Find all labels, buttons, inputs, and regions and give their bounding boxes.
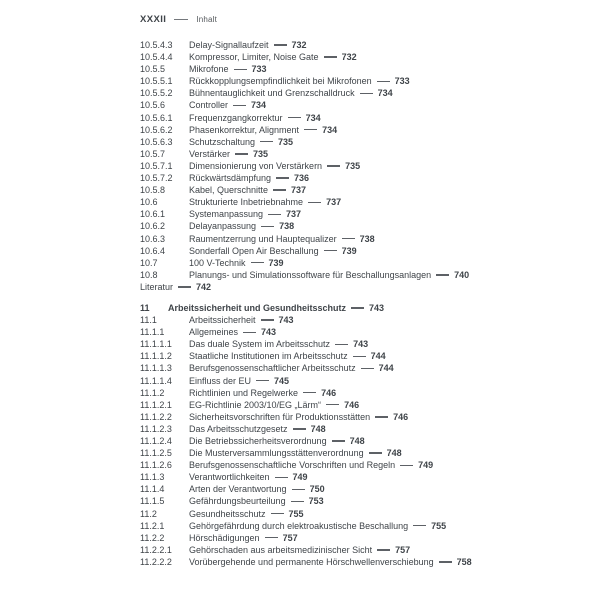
dash-leader [291, 501, 304, 502]
entry-page-number: 744 [378, 363, 394, 374]
toc-entry [140, 63, 472, 75]
entry-title: EG-Richtlinie 2003/10/EG „Lärm“ [189, 399, 322, 410]
toc-entry [140, 459, 472, 471]
entry-page-number: 757 [395, 544, 411, 555]
entry-number: 10.6 [140, 197, 158, 208]
entry-number: 10.5.5.2 [140, 88, 173, 99]
entry-page-number: 753 [308, 496, 324, 507]
toc-group [140, 302, 472, 568]
entry-number: 11.1.1.2 [140, 351, 172, 362]
toc-entry [140, 338, 472, 350]
dash-leader [274, 44, 287, 45]
entry-number: 11.1.1.3 [140, 363, 172, 374]
entry-number: 10.5.4.4 [140, 52, 173, 63]
entry-page-number: 739 [341, 245, 357, 256]
dash-leader [233, 105, 246, 106]
entry-page-number: 746 [393, 411, 409, 422]
entry-title: Die Musterversammlungsstättenverordnung [189, 448, 364, 459]
dash-leader [351, 307, 364, 308]
entry-number: 11.1.2.2 [140, 411, 172, 422]
dash-leader [324, 250, 337, 251]
dash-leader [178, 286, 191, 287]
dash-leader [324, 56, 337, 57]
toc-entry [140, 220, 472, 232]
entry-page-number: 743 [278, 315, 294, 326]
entry-title: Rückwärtsdämpfung [189, 173, 272, 184]
entry-number: 10.5.5 [140, 64, 166, 75]
toc-entry [140, 148, 472, 160]
entry-page-number: 739 [268, 257, 284, 268]
dash-leader [288, 117, 301, 118]
entry-number: 11.1.2.4 [140, 436, 172, 446]
entry-title: Gefährdungsbeurteilung [189, 496, 286, 507]
dash-leader [308, 202, 321, 203]
entry-number: 11 [140, 302, 150, 313]
dash-leader [261, 226, 274, 227]
folio-page-number: XXXII [140, 14, 167, 25]
entry-page-number: 734 [251, 100, 267, 111]
dash-leader [243, 332, 256, 333]
toc-entry [140, 196, 472, 208]
entry-title: Strukturierte Inbetriebnahme [189, 197, 304, 208]
entry-page-number: 745 [274, 375, 290, 386]
toc-entry [140, 281, 472, 293]
entry-page-number: 732 [291, 40, 307, 50]
toc-entry [140, 87, 472, 99]
entry-page-number: 737 [291, 185, 307, 196]
entry-page-number: 749 [292, 472, 308, 483]
entry-title: Das Arbeitsschutzgesetz [189, 423, 288, 434]
entry-page-number: 738 [279, 221, 295, 232]
entry-title: Arten der Verantwortung [189, 484, 287, 495]
toc-entry [140, 387, 472, 399]
entry-page-number: 738 [359, 233, 375, 244]
entry-page-number: 737 [326, 197, 342, 208]
entry-title: 100 V-Technik [189, 257, 246, 268]
dash-leader [292, 489, 305, 490]
entry-number: 10.5.6 [140, 100, 166, 111]
entry-title: Berufsgenossenschaftlicher Arbeitsschutz [189, 363, 356, 374]
entry-page-number: 733 [394, 76, 410, 87]
running-head [140, 14, 217, 25]
entry-title: Kompressor, Limiter, Noise Gate [189, 52, 319, 63]
entry-number: 10.6.3 [140, 233, 166, 244]
entry-number: 10.7 [140, 257, 158, 268]
entry-number: 10.5.7.2 [140, 173, 173, 184]
dash-leader [369, 452, 382, 453]
entry-title: Schutzschaltung [189, 136, 256, 147]
entry-page-number: 737 [286, 209, 302, 220]
entry-page-number: 748 [349, 436, 365, 446]
dash-leader [413, 525, 426, 526]
entry-title: Systemanpassung [189, 209, 264, 220]
dash-leader [303, 392, 316, 393]
toc-entry [140, 471, 472, 483]
toc-entry [140, 375, 472, 387]
entry-title: Delay-Signallaufzeit [189, 40, 269, 50]
entry-title: Controller [189, 100, 229, 111]
toc-entry [140, 411, 472, 423]
entry-number: 10.5.8 [140, 185, 166, 196]
toc-entry [140, 350, 472, 362]
entry-number: 11.1.5 [140, 496, 165, 507]
entry-number: 11.1.1 [140, 327, 165, 338]
entry-title: Bühnentauglichkeit und Grenzschalldruck [189, 88, 355, 99]
dash-leader [353, 356, 366, 357]
toc-entry [140, 508, 472, 520]
entry-title: Allgemeines [189, 327, 239, 338]
entry-page-number: 740 [454, 269, 470, 280]
dash-leader [332, 440, 345, 441]
toc-entry [140, 136, 472, 148]
entry-number: 11.1.3 [140, 472, 165, 483]
dash-leader [273, 189, 286, 190]
entry-title: Gesundheitsschutz [189, 508, 266, 519]
entry-title: Gehörgefährdung durch elektroakustische Beschallung [189, 520, 409, 531]
entry-number: 10.6.1 [140, 209, 166, 220]
entry-title: Das duale System im Arbeitsschutz [189, 339, 331, 350]
toc-entry [140, 245, 472, 257]
dash-leader [439, 561, 452, 562]
entry-number: 11.1.1.4 [140, 375, 172, 386]
entry-page-number: 735 [345, 160, 361, 171]
entry-title: Mikrofone [189, 64, 229, 75]
entry-page-number: 743 [353, 339, 369, 350]
entry-page-number: 743 [369, 302, 385, 313]
entry-page-number: 758 [456, 556, 472, 567]
dash-leader [251, 262, 264, 263]
toc-entry [140, 520, 472, 532]
dash-leader [361, 368, 374, 369]
dash-leader [335, 344, 348, 345]
dash-leader [261, 319, 274, 320]
entry-number: 11.1.2.1 [140, 399, 172, 410]
entry-title: Vorübergehende und permanente Hörschwellenverschiebung [189, 556, 434, 567]
entry-title: Arbeitssicherheit [189, 315, 256, 326]
entry-title: Gehörschaden aus arbeitsmedizinischer Sicht [189, 544, 373, 555]
entry-number: 10.8 [140, 269, 158, 280]
entry-page-number: 749 [418, 460, 434, 471]
entry-number: 11.1.4 [140, 484, 165, 495]
toc-entry [140, 399, 472, 411]
dash-leader [234, 69, 247, 70]
entry-number: 10.5.7 [140, 148, 166, 159]
toc-entry [140, 39, 472, 51]
dash-leader [275, 477, 288, 478]
entry-page-number: 755 [288, 508, 304, 519]
toc-entry [140, 544, 472, 556]
dash-leader [360, 93, 373, 94]
dash-leader [268, 214, 281, 215]
entry-number: 11.1.2 [140, 387, 165, 398]
entry-title: Rückkopplungsempfindlichkeit bei Mikrofonen [189, 76, 372, 87]
entry-title: Kabel, Querschnitte [189, 185, 269, 196]
group-gap [140, 293, 472, 302]
entry-page-number: 744 [370, 351, 386, 362]
toc-entry [140, 423, 472, 435]
dash-leader [293, 428, 306, 429]
dash-leader [265, 537, 278, 538]
entry-title: Staatliche Institutionen im Arbeitsschutz [189, 351, 348, 362]
entry-page-number: 748 [310, 423, 326, 434]
dash-leader [260, 141, 273, 142]
entry-title: Verstärker [189, 148, 231, 159]
entry-page-number: 743 [261, 327, 277, 338]
toc-entry [140, 172, 472, 184]
toc-entry [140, 326, 472, 338]
toc-entry [140, 362, 472, 374]
entry-title: Phasenkorrektur, Alignment [189, 124, 300, 135]
toc-entry [140, 314, 472, 326]
entry-page-number: 750 [309, 484, 325, 495]
entry-title: Verantwortlichkeiten [189, 472, 270, 483]
running-head-title: Inhalt [196, 15, 218, 24]
entry-page-number: 734 [305, 112, 321, 123]
toc-entry [140, 483, 472, 495]
toc-entry [140, 51, 472, 63]
dash-leader [271, 513, 284, 514]
toc-entry [140, 99, 472, 111]
entry-page-number: 746 [344, 399, 360, 410]
entry-number: 10.6.2 [140, 221, 166, 232]
entry-page-number: 734 [377, 88, 393, 99]
entry-number: 11.2 [140, 508, 157, 519]
entry-number: 10.5.6.1 [140, 112, 173, 123]
entry-number: 11.1 [140, 315, 157, 326]
toc-entry [140, 112, 472, 124]
dash-leader [235, 153, 248, 154]
entry-number: 10.5.6.2 [140, 124, 173, 135]
entry-title: Arbeitssicherheit und Gesundheitsschutz [168, 302, 347, 313]
dash-leader [375, 416, 388, 417]
entry-number: 11.1.2.3 [140, 423, 172, 434]
entry-page-number: 732 [341, 52, 357, 63]
entry-number: 11.2.2.2 [140, 556, 172, 567]
toc-entry [140, 556, 472, 568]
entry-title: Hörschädigungen [189, 532, 260, 543]
entry-number: 10.5.7.1 [140, 160, 173, 171]
toc-entry [140, 184, 472, 196]
entry-number: 11.1.1.1 [140, 339, 172, 350]
entry-title: Sonderfall Open Air Beschallung [189, 245, 319, 256]
toc-entry [140, 532, 472, 544]
toc-entry [140, 257, 472, 269]
entry-number: 11.1.2.6 [140, 460, 172, 471]
entry-title: Delayanpassung [189, 221, 257, 232]
entry-title: Die Betriebssicherheitsverordnung [189, 436, 327, 446]
entry-title: Einfluss der EU [189, 375, 252, 386]
entry-title: Raumentzerrung und Hauptequalizer [189, 233, 337, 244]
entry-page-number: 735 [253, 148, 269, 159]
entry-number: 11.2.2.1 [140, 544, 172, 555]
toc-entry [140, 124, 472, 136]
toc-entry [140, 75, 472, 87]
entry-page-number: 736 [294, 173, 310, 184]
dash-leader [400, 465, 413, 466]
dash-leader [304, 129, 317, 130]
entry-page-number: 734 [322, 124, 338, 135]
entry-title: Sicherheitsvorschriften für Produktionsstätten [189, 411, 371, 422]
toc-entry [140, 447, 472, 459]
toc-list [140, 39, 472, 568]
toc-entry [140, 233, 472, 245]
entry-page-number: 733 [251, 64, 267, 75]
entry-number: 10.5.5.1 [140, 76, 173, 87]
header-dash-leader [174, 19, 188, 21]
dash-leader [326, 404, 339, 405]
dash-leader [256, 380, 269, 381]
entry-number: 11.1.2.5 [140, 448, 172, 459]
entry-page-number: 735 [278, 136, 294, 147]
entry-page-number: 746 [321, 387, 337, 398]
entry-page-number: 748 [386, 448, 402, 459]
toc-entry [140, 495, 472, 507]
entry-page-number: 742 [196, 281, 212, 292]
dash-leader [377, 81, 390, 82]
entry-page-number: 755 [431, 520, 447, 531]
toc-entry [140, 302, 472, 314]
entry-number: 10.6.4 [140, 245, 166, 256]
entry-title: Planungs- und Simulationssoftware für Beschallungsanlagen [189, 269, 432, 280]
entry-number: 11.2.2 [140, 532, 165, 543]
entry-title: Richtlinien und Regelwerke [189, 387, 299, 398]
entry-title: Literatur [140, 281, 174, 292]
toc-entry [140, 208, 472, 220]
toc-group [140, 39, 472, 293]
entry-number: 11.2.1 [140, 520, 165, 531]
dash-leader [342, 238, 355, 239]
entry-title: Dimensionierung von Verstärkern [189, 160, 323, 171]
dash-leader [436, 274, 449, 275]
dash-leader [377, 549, 390, 550]
dash-leader [327, 165, 340, 166]
entry-title: Frequenzgangkorrektur [189, 112, 283, 123]
toc-entry [140, 269, 472, 281]
dash-leader [276, 177, 289, 178]
entry-page-number: 757 [282, 532, 298, 543]
entry-title: Berufsgenossenschaftliche Vorschriften und Regeln [189, 460, 396, 471]
entry-number: 10.5.4.3 [140, 40, 173, 50]
toc-entry [140, 435, 472, 447]
toc-entry [140, 160, 472, 172]
entry-number: 10.5.6.3 [140, 136, 173, 147]
